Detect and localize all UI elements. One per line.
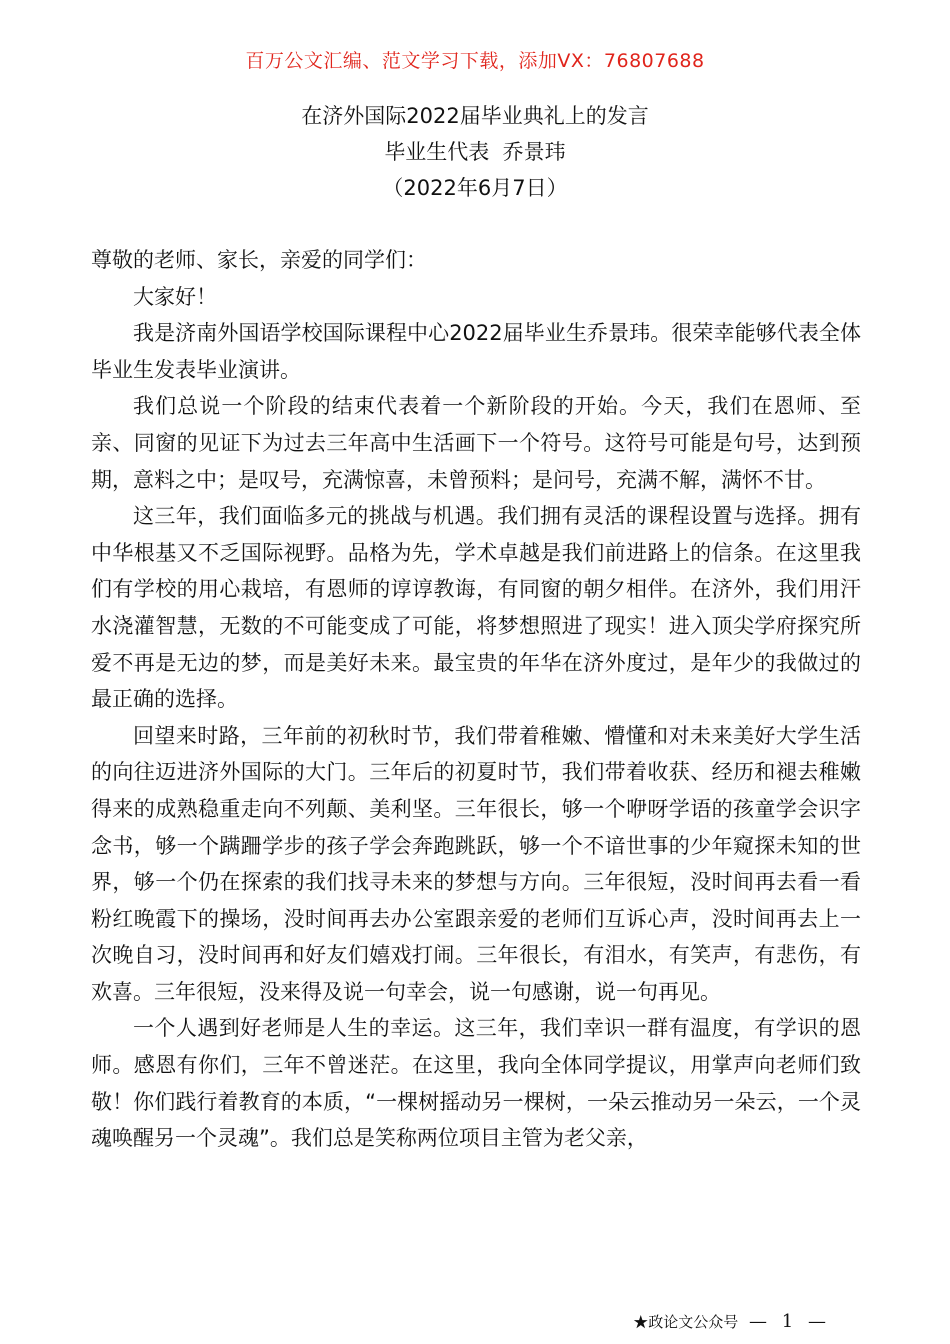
speaker-line: 毕业生代表 乔景玮	[384, 140, 566, 164]
page-footer	[633, 1311, 832, 1332]
paragraph-greeting: 大家好！	[133, 284, 217, 309]
speech-title: 在济外国际2022届毕业典礼上的发言	[301, 104, 649, 128]
salutation: 尊敬的老师、家长，亲爱的同学们：	[91, 248, 427, 272]
paragraph-new-stage: 我们总说一个阶段的结束代表着一个新阶段的开始。今天，我们在恩师、至亲、同窗的见证下为过去三年高中生活画下一个符号。这符号可能是句号，达到预期，意料之中；是叹号，充满惊喜，未曾预料；是问号，充满不解，满怀不甘。	[91, 394, 861, 492]
speech-date: （2022年6月7日）	[382, 176, 568, 200]
speech-body	[91, 242, 861, 1157]
footer-dash-right: —	[808, 1311, 826, 1332]
speech-header	[0, 98, 950, 206]
footer-source: ★政论文公众号	[633, 1313, 739, 1331]
paragraph-intro: 我是济南外国语学校国际课程中心2022届毕业生乔景玮。很荣幸能够代表全体毕业生发表毕业演讲。	[91, 321, 861, 382]
paragraph-three-years: 这三年，我们面临多元的挑战与机遇。我们拥有灵活的课程设置与选择。拥有中华根基又不乏国际视野。品格为先，学术卓越是我们前进路上的信条。在这里我们有学校的用心栽培，有恩师的谆谆教诲，有同窗的朝夕相伴。在济外，我们用汗水浇灌智慧，无数的不可能变成了可能，将梦想照进了现实！进入顶尖学府探究所爱不再是无边的梦，而是美好未来。最宝贵的年华在济外度过，是年少的我做过的最正确的选择。	[91, 504, 861, 712]
download-banner: 百万公文汇编、范文学习下载，添加VX：76807688	[245, 50, 705, 72]
footer-dash-left: —	[748, 1311, 767, 1332]
paragraph-teachers: 一个人遇到好老师是人生的幸运。这三年，我们幸识一群有温度，有学识的恩师。感恩有你们，三年不曾迷茫。在这里，我向全体同学提议，用掌声向老师们致敬！你们践行着教育的本质，“一棵树摇动另一棵树，一朵云推动另一朵云，一个灵魂唤醒另一个灵魂”。我们总是笑称两位项目主管为老父亲，	[91, 1016, 861, 1151]
paragraph-looking-back: 回望来时路，三年前的初秋时节，我们带着稚嫩、懵懂和对未来美好大学生活的向往迈进济外国际的大门。三年后的初夏时节，我们带着收获、经历和褪去稚嫩得来的成熟稳重走向不列颠、美利坚。三年很长，够一个咿呀学语的孩童学会识字念书，够一个蹒跚学步的孩子学会奔跑跳跃，够一个不谙世事的少年窥探未知的世界，够一个仍在探索的我们找寻未来的梦想与方向。三年很短，没时间再去看一看粉红晚霞下的操场，没时间再去办公室跟亲爱的老师们互诉心声，没时间再去上一次晚自习，没时间再和好友们嬉戏打闹。三年很长，有泪水，有笑声，有悲伤，有欢喜。三年很短，没来得及说一句幸会，说一句感谢，说一句再见。	[91, 723, 861, 1004]
page-number: 1	[781, 1311, 794, 1332]
